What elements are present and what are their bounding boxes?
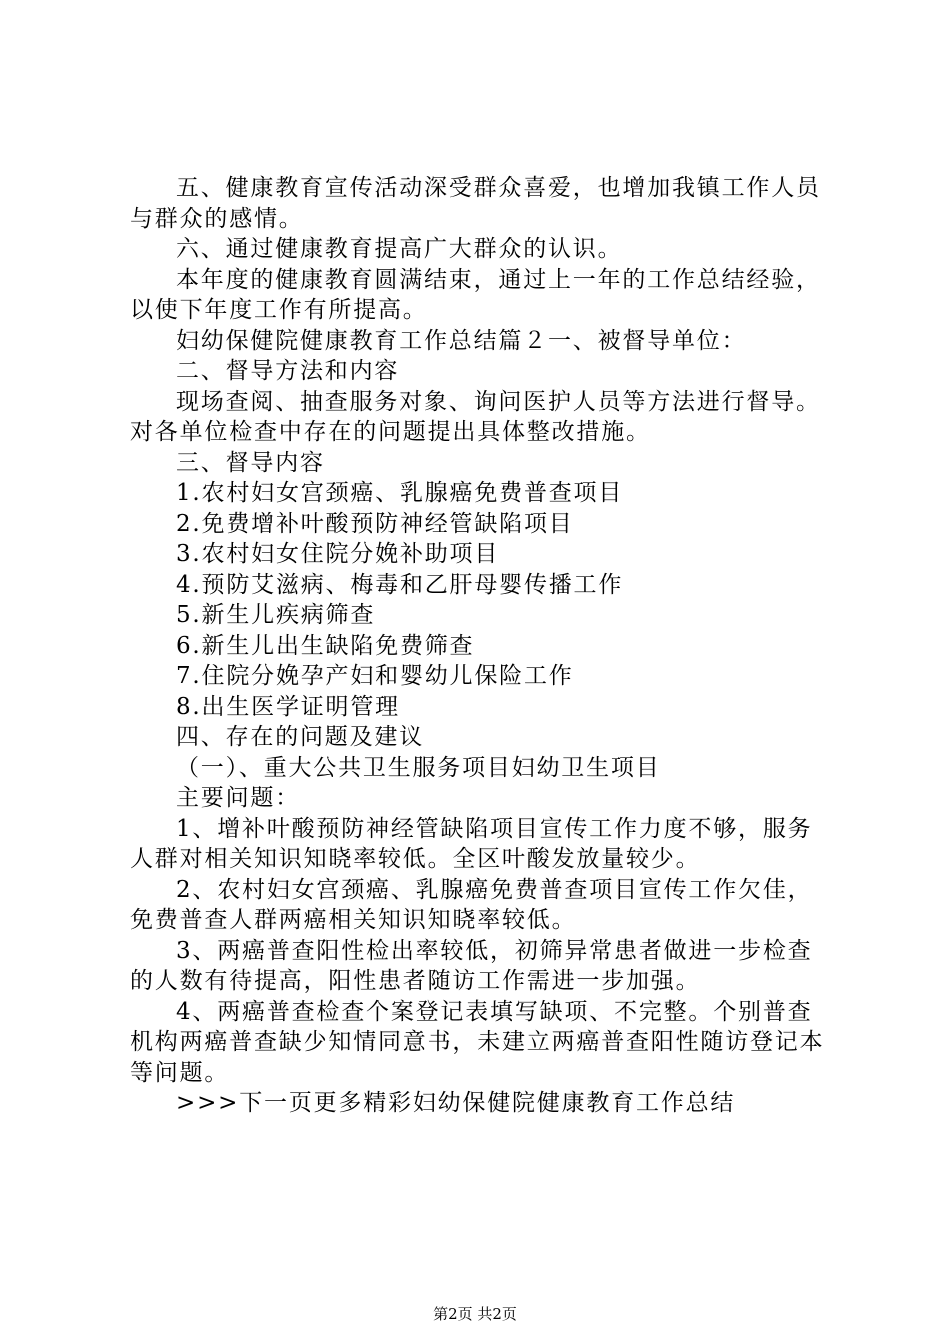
paragraph-section-six: 六、通过健康教育提高广大群众的认识。 [176,236,623,262]
list-item-2: 2.免费增补叶酸预防神经管缺陷项目 [176,510,574,537]
list-item-4: 4.预防艾滋病、梅毒和乙肝母婴传播工作 [176,571,624,598]
paragraph-main-problems: 主要问题： [176,785,300,811]
paragraph-article-two-heading: 妇幼保健院健康教育工作总结篇２一、被督导单位： [176,327,747,354]
next-page-link[interactable]: >>>下一页更多精彩妇幼保健院健康教育工作总结 [176,1090,736,1116]
paragraph-methods-heading: 二、督导方法和内容 [176,358,400,384]
list-item-1: 1.农村妇女宫颈癌、乳腺癌免费普查项目 [176,480,624,506]
list-item-8: 8.出生医学证明管理 [176,693,400,720]
paragraph-content-heading: 三、督导内容 [176,449,325,476]
page-footer: 第2页 共2页 [433,1305,517,1323]
problem-item-3: 3、两癌普查阳性检出率较低，初筛异常患者做进一步检查的人数有待提高，阳性患者随访工作需进一步加强。 [130,937,813,994]
paragraph-section-five: 五、健康教育宣传活动深受群众喜爱，也增加我镇工作人员与群众的感情。 [130,175,821,232]
list-item-6: 6.新生儿出生缺陷免费筛查 [176,632,475,659]
problem-item-1: 1、增补叶酸预防神经管缺陷项目宣传工作力度不够，服务人群对相关知识知晓率较低。全区叶酸发放量较少。 [130,815,813,872]
list-item-3: 3.农村妇女住院分娩补助项目 [176,541,500,567]
problem-item-2: 2、农村妇女宫颈癌、乳腺癌免费普查项目宣传工作欠佳，免费普查人群两癌相关知识知晓率较低。 [130,876,813,933]
list-item-7: 7.住院分娩孕产妇和婴幼儿保险工作 [176,663,574,689]
document-body [130,173,830,1119]
paragraph-methods-body: 现场查阅、抽查服务对象、询问医护人员等方法进行督导。对各单位检查中存在的问题提出具体整改措施。 [130,388,821,445]
problem-item-4: 4、两癌普查检查个案登记表填写缺项、不完整。个别普查机构两癌普查缺少知情同意书，未建立两癌普查阳性随访登记本等问题。 [130,998,825,1086]
list-item-5: 5.新生儿疾病筛查 [176,602,376,628]
paragraph-subsection-one: （一）、重大公共卫生服务项目妇幼卫生项目 [176,754,661,781]
paragraph-problems-heading: 四、存在的问题及建议 [176,724,424,750]
paragraph-year-summary: 本年度的健康教育圆满结束，通过上一年的工作总结经验，以使下年度工作有所提高。 [130,266,821,323]
